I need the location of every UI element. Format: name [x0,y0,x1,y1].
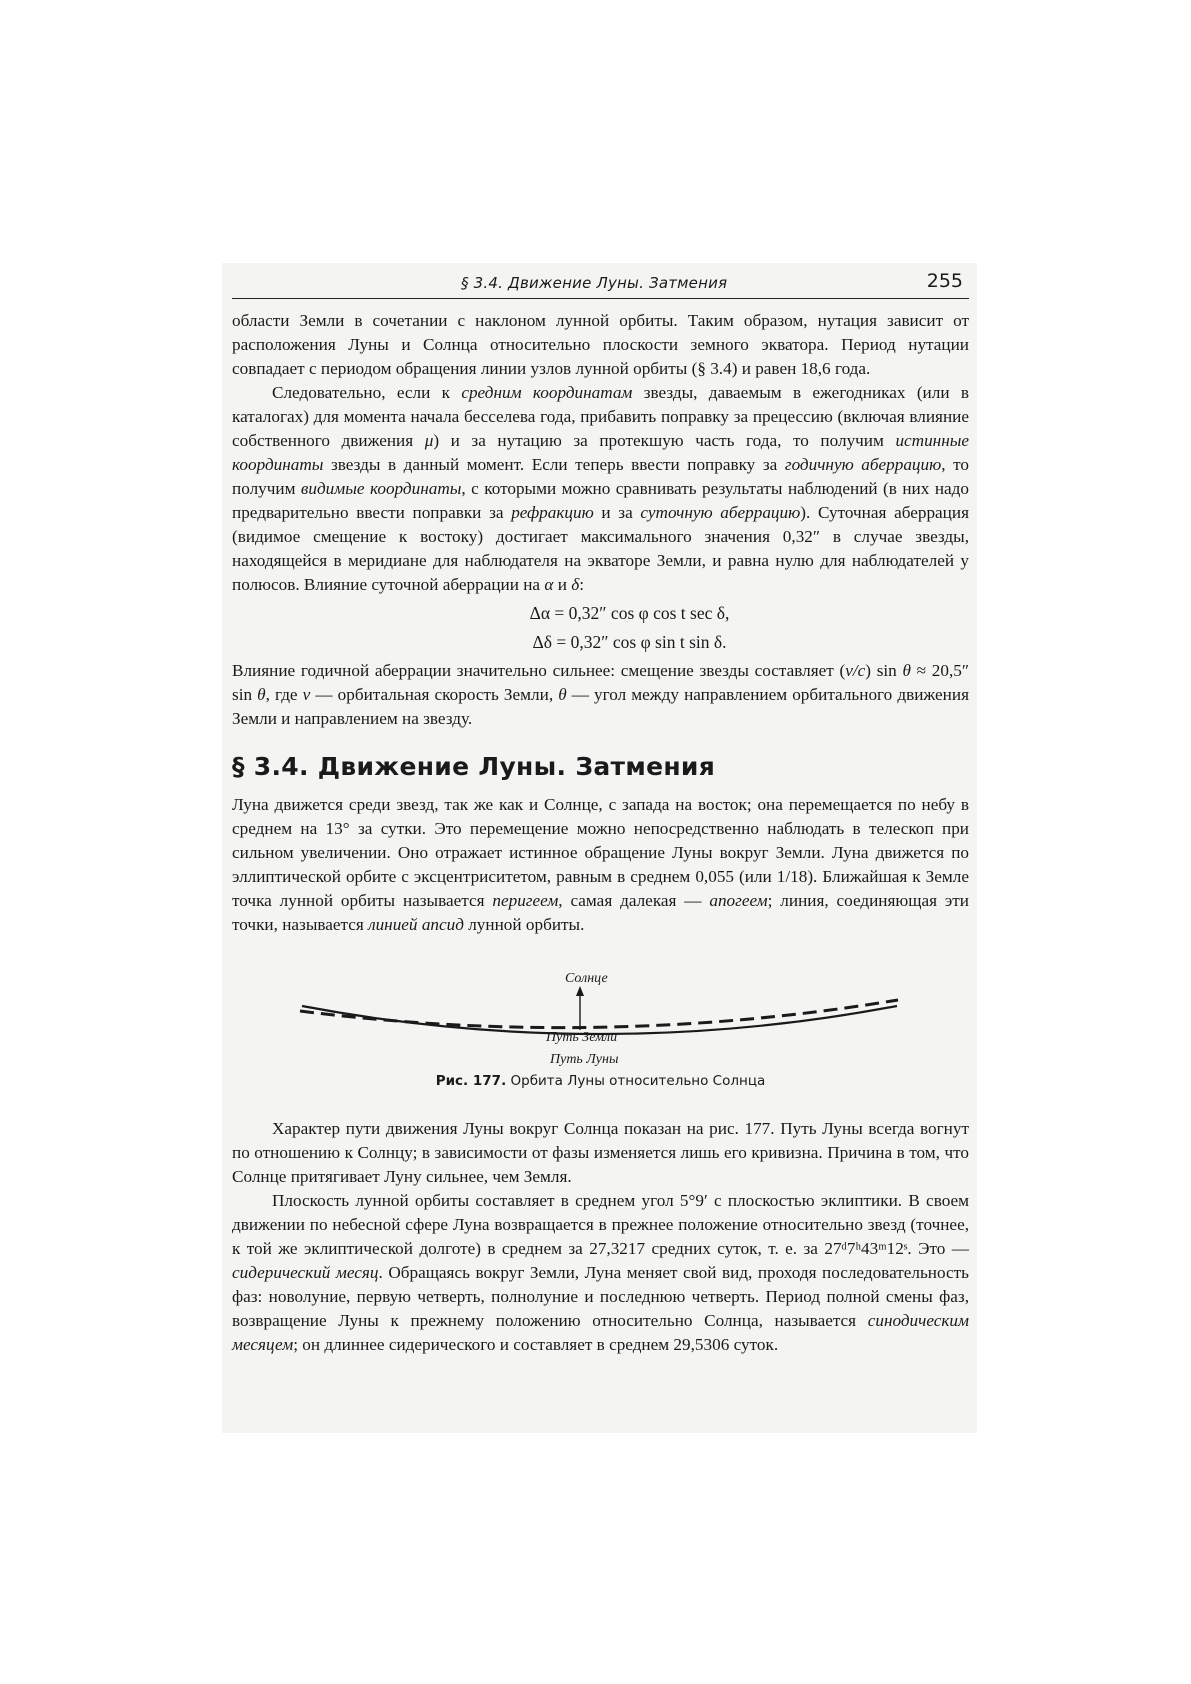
italic-term: v/c [845,661,866,680]
paragraph-coordinates [232,381,969,597]
running-header [232,268,969,299]
text-run: Характер пути движения Луны вокруг Солнца показан на рис. 177. Путь Луны всегда вогнут по отношению к Солнцу; в зависимости от фазы изменяется лишь его кривизна. Причина в том, что Солнце притягивает Луну сильнее, чем Земля. [232,1119,969,1186]
text-run: , то получим [232,455,969,498]
formula-delta-alpha: Δα = 0,32″ cos φ cos t sec δ, [529,603,730,623]
figure-caption-number: Рис. 177. [435,1073,507,1089]
italic-term: θ [902,661,911,680]
text-run: Следовательно, если к [272,383,462,402]
text-run: — орбитальная скорость Земли, [310,685,559,704]
text-run: Луна движется среди звезд, так же как и Солнце, с запада на восток; она перемещается по небу в среднем на 13° за сутки. Это перемещение можно непосредственно наблюдать в телескоп при сильном увеличении. Оно отражает истинное обращение Луны вокруг Земли. Луна движется по эллиптической орбите с эксцентриситетом, равным в среднем 0,055 (или 1/18). Ближайшая к Земле точка лунной орбиты называется [232,795,969,910]
italic-term: суточную аберрацию [640,503,801,522]
running-header-title: § 3.4. Движение Луны. Затмения [461,274,728,292]
italic-term: синодическим месяцем [232,1311,969,1354]
figure-caption-text: Орбита Луны относительно Солнца [510,1073,766,1089]
text-run: ; линия, соединяющая эти точки, называется [232,891,969,934]
formula-delta-delta: Δδ = 0,32″ cos φ sin t sin δ. [532,632,727,652]
italic-term: апогеем [709,891,768,910]
italic-term: θ [257,685,266,704]
italic-term: рефракцию [511,503,594,522]
paragraph-nutation [232,309,969,381]
italic-term: видимые координаты [300,479,462,498]
text-run: , где [265,685,303,704]
label-sun: Солнце [565,971,608,986]
paragraph-lunar-orbit-plane [232,1189,969,1357]
text-run: звезды в данный момент. Если теперь ввести поправку за [323,455,785,474]
italic-term: истинные координаты [232,431,970,474]
italic-term: δ [571,575,580,594]
orbit-diagram [232,937,969,1072]
arrow-head-icon [576,986,584,996]
figure-177 [232,937,969,1117]
text-run: : [579,575,584,594]
figure-caption [232,1073,969,1089]
italic-term: θ [558,685,567,704]
text-run: ) и за нутацию за протекшую часть года, то получим [433,431,896,450]
italic-term: μ [424,431,434,450]
label-earth-path: Путь Земли [546,1030,618,1045]
text-run: звезды, даваемым в ежегодниках (или в каталогах) для момента начала бесселева года, прибавить поправку за прецессию (включая влияние собственного движения [232,383,969,450]
text-run: , с которыми можно сравнивать результаты наблюдений (в них надо предварительно ввести поправки за [232,479,969,522]
text-run: Плоскость лунной орбиты составляет в среднем угол 5°9′ с плоскостью эклиптики. В своем движении по небесной сфере Луна возвращается в прежнее положение относительно звезд (точнее, к той же эклиптической долготе) в среднем за 27,3217 средних суток, т. е. за 27ᵈ7ʰ43ᵐ12ˢ. Это — [232,1191,969,1258]
text-run: и за [593,503,641,522]
page-number: 255 [926,270,963,292]
paragraph-moon-path [232,1117,969,1189]
text-run: ). Суточная аберрация (видимое смещение к востоку) достигает максимального значения 0,32″ в случае звезды, находящейся в меридиане для наблюдателя на экваторе Земли, и равна нулю для наблюдателей у полюсов. Влияние суточной аберрации на [232,503,969,594]
text-run: Влияние годичной аберрации значительно сильнее: смещение звезды составляет ( [232,661,846,680]
italic-term: сидерический месяц [232,1263,379,1282]
italic-term: годичную аберрацию [784,455,942,474]
text-run: и [553,575,572,594]
page-content [232,268,969,1357]
paragraph-annual-aberration [232,659,969,731]
moon-path-curve [300,1000,898,1028]
text-run: — угол между направлением орбитального движения Земли и направлением на звезду. [232,685,969,728]
section-heading: § 3.4. Движение Луны. Затмения [232,752,716,781]
paragraph-moon-motion [232,793,969,937]
italic-term: линией апсид [368,915,464,934]
text-run: ) sin [865,661,903,680]
text-run: области Земли в сочетании с наклоном лунной орбиты. Таким образом, нутация зависит от расположения Луны и Солнца относительно плоскости земного экватора. Период нутации совпадает с периодом обращения линии узлов лунной орбиты (§ 3.4) и равен 18,6 года. [232,311,969,378]
italic-term: v [302,685,311,704]
text-run: , самая далекая — [558,891,710,910]
text-run: ; он длиннее сидерического и составляет в среднем 29,5306 суток. [293,1335,779,1354]
italic-term: α [544,575,554,594]
text-run: . Обращаясь вокруг Земли, Луна меняет свой вид, проходя последовательность фаз: новолуние, первую четверть, полнолуние и последнюю четверть. Период полной смены фаз, возвращение Луны к прежнему положению относительно Солнца, называется [232,1263,969,1330]
italic-term: перигеем [492,891,559,910]
text-run: ≈ 20,5″ sin [232,661,970,704]
italic-term: средним координатам [461,383,633,402]
label-moon-path: Путь Луны [550,1052,619,1067]
text-run: лунной орбиты. [463,915,585,934]
